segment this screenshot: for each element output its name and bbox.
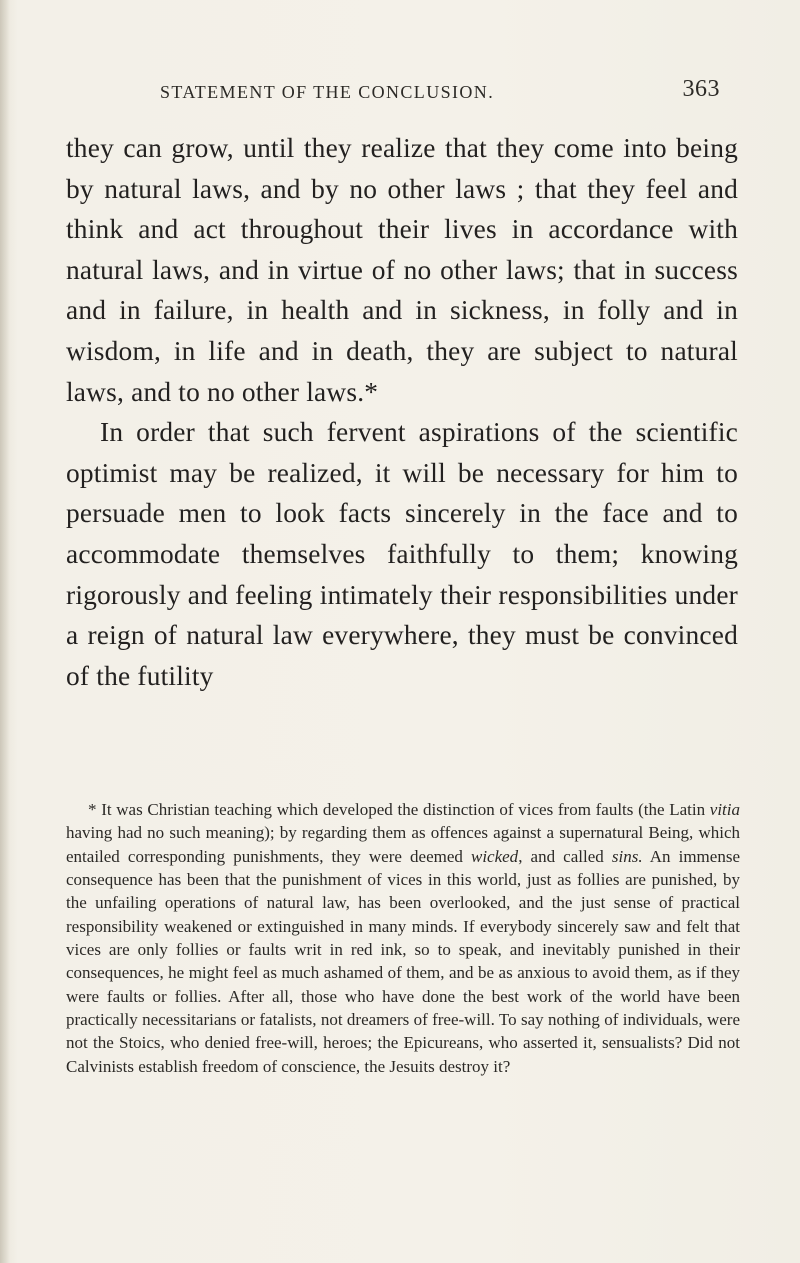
running-head: STATEMENT OF THE CONCLUSION. [160, 82, 495, 102]
footnote-emphasis-sins: sins. [611, 846, 643, 866]
footnote-text-2: having had no such meaning); by regarding them as offences against a supernatural Being, which entailed corresponding punishments, they were deemed [66, 823, 740, 866]
footnote-emphasis-vitia: vitia [709, 800, 740, 819]
footnote-text-1: * It was Christian teaching which developed the distinction of vices from faults (the Latin [88, 800, 710, 819]
main-text [66, 128, 738, 696]
footnote-emphasis-wicked: wicked [470, 846, 519, 866]
footnote-text-3: , and called [518, 846, 612, 866]
paragraph-continuation: they can grow, until they realize that they come into being by natural laws, and by no other laws ; that they feel and think and act throughout their lives in accordance with natural laws, and in virtue of no other laws; that in success and in failure, in health and in sickness, in folly and in wisdom, in life and in death, they are subject to natural laws, and to no other laws.* [66, 133, 738, 407]
footnote-text-4: An immense consequence has been that the punishment of vices in this world, just as follies are punished, by the unfailing operations of natural law, has been overlooked, and the just sense of practical responsibility weakened or extinguished in many minds. If everybody sincerely saw and felt that vices are only follies or faults writ in red ink, so to speak, and inevitably punished in their consequences, he might feel as much ashamed of them, and be as anxious to avoid them, as if they were faults or follies. After all, those who have done the best work of the world have been practically necessitarians or fatalists, not dreamers of free-will. To say nothing of individuals, were not the Stoics, who denied free-will, heroes; the Epicureans, who asserted it, sensualists? Did not Calvinists establish freedom of conscience, the Jesuits destroy it? [66, 846, 740, 1076]
page-number: 363 [682, 76, 720, 102]
page-header [160, 76, 720, 112]
page-edge-shadow [0, 0, 10, 1263]
paragraph-new: In order that such fervent aspirations of the scientific optimist may be realized, it will be necessary for him to persuade men to look facts sincerely in the face and to accommodate themselves faithfully to them; knowing rigorously and feeling intimately their responsibilities under a reign of natural law everywhere, they must be convinced of the futility [66, 417, 738, 691]
footnote [66, 798, 740, 1078]
